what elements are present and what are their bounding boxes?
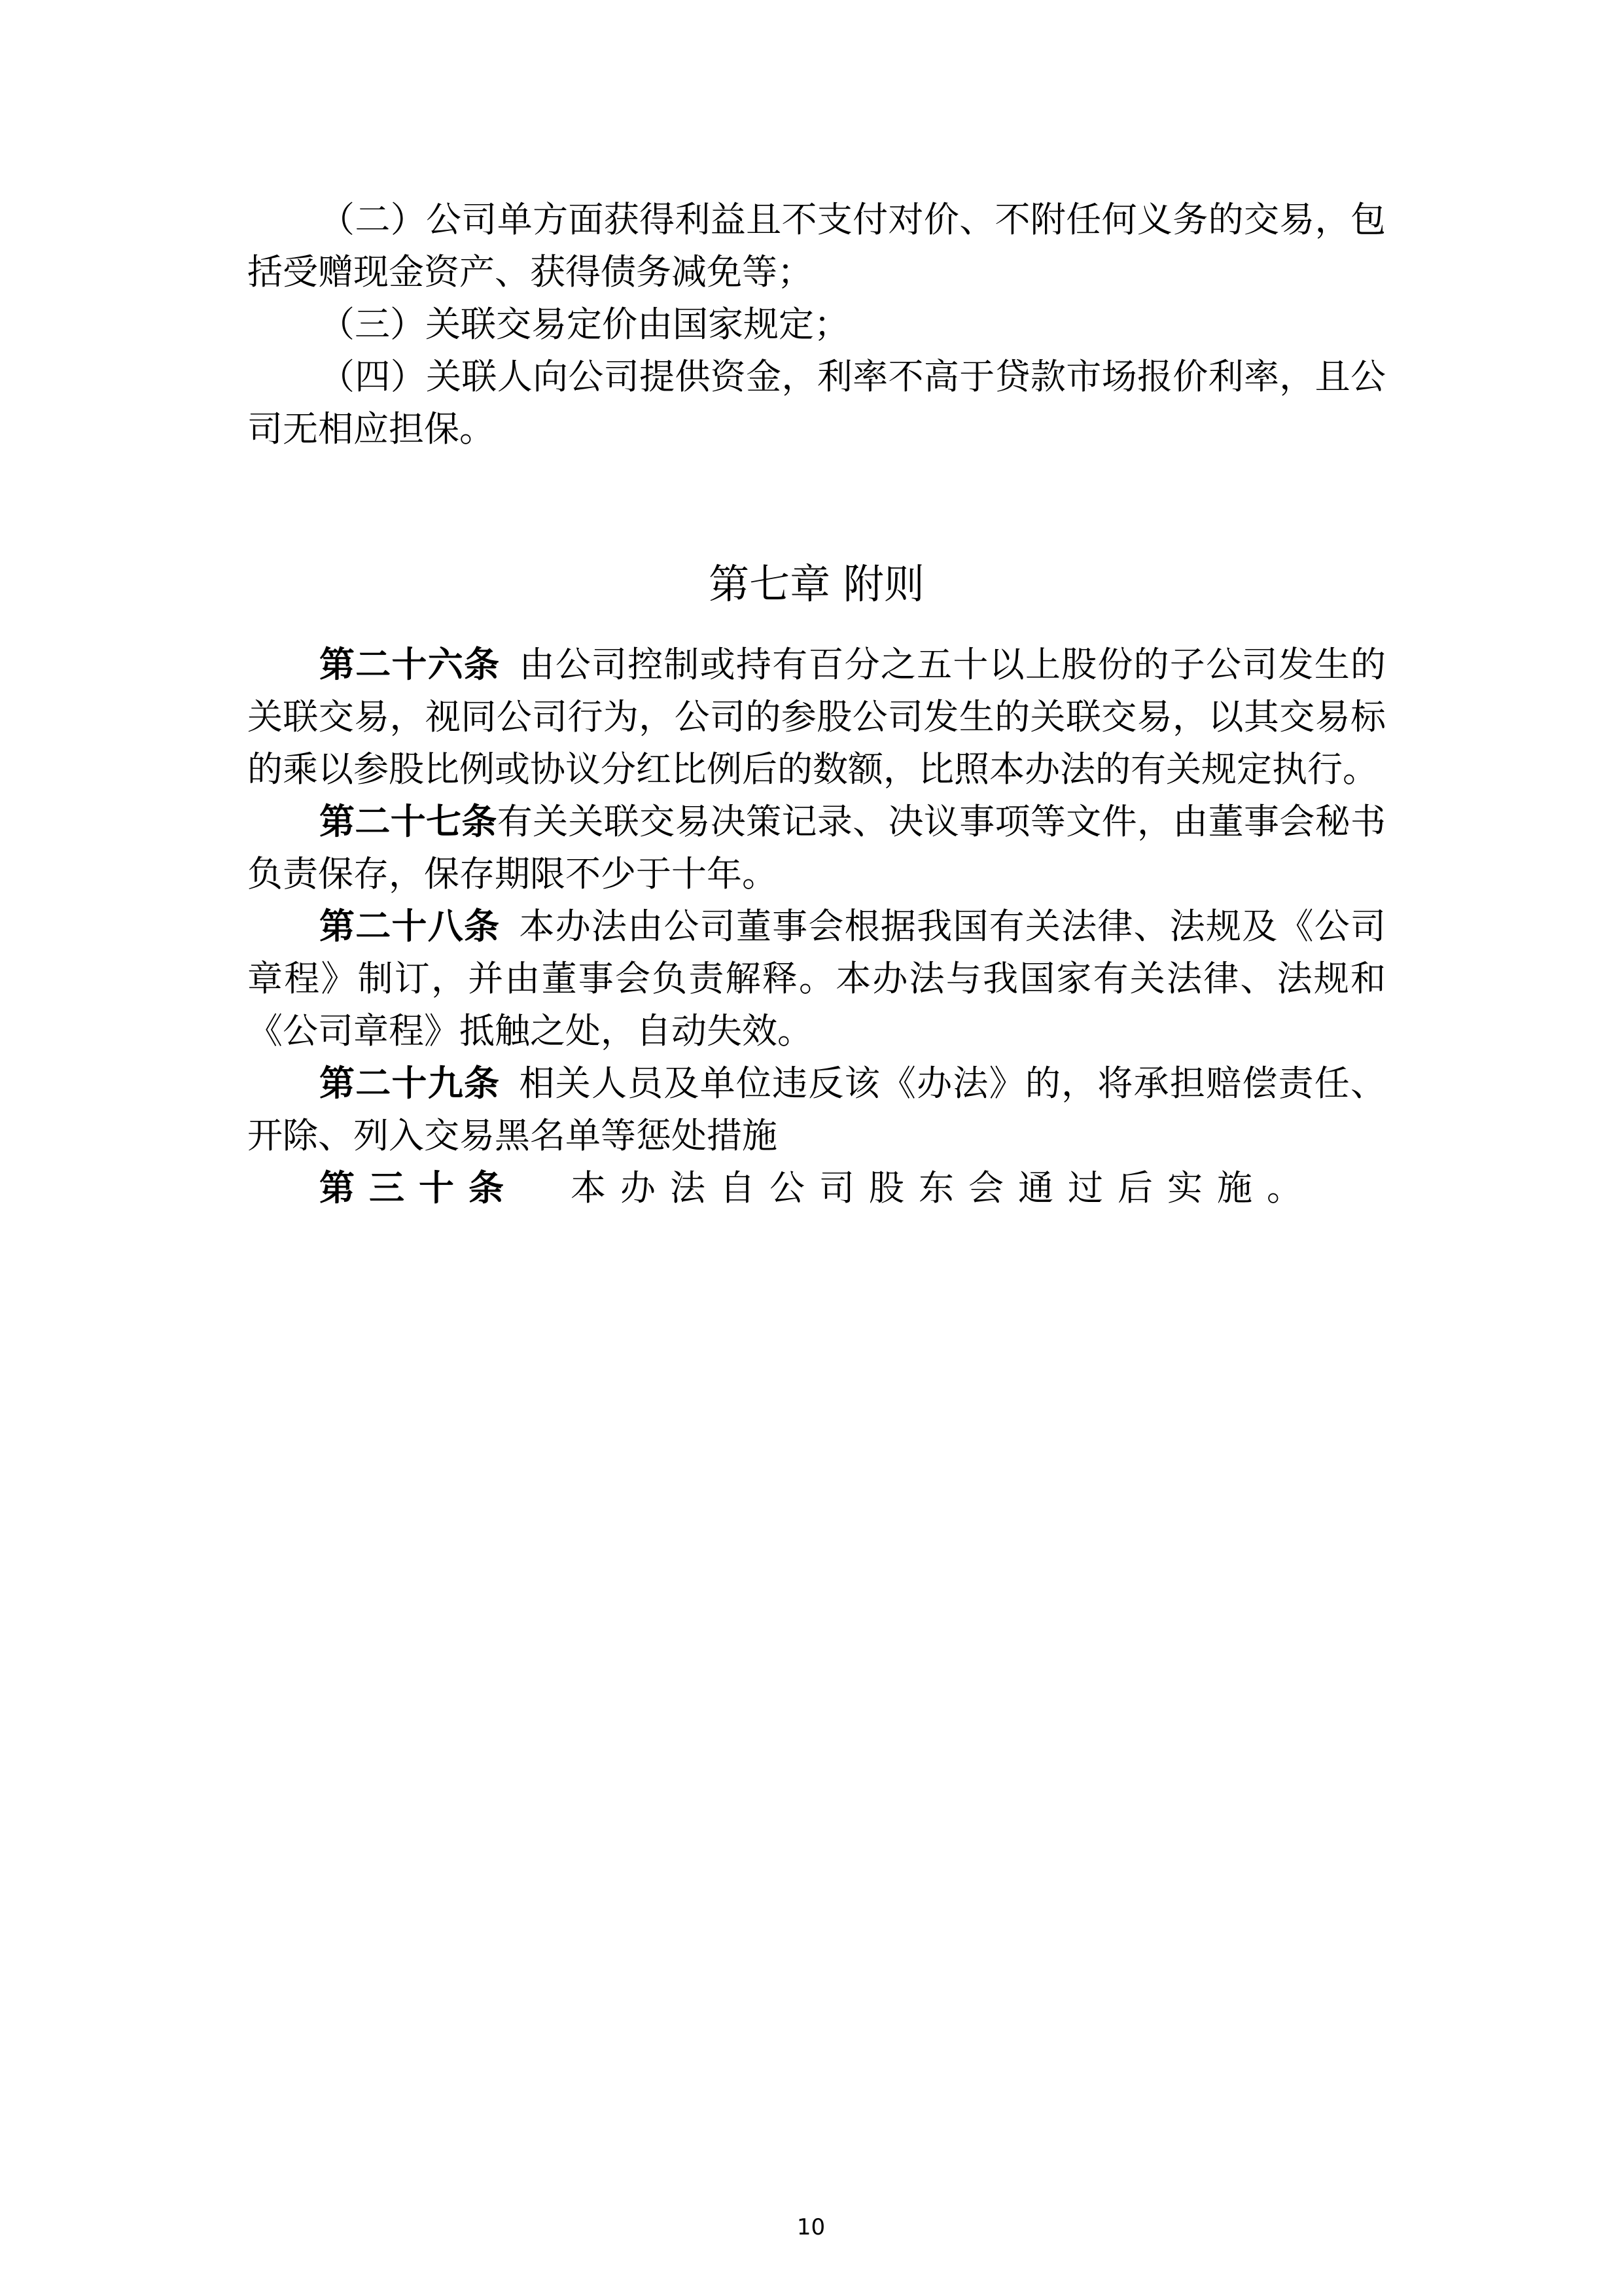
article-29-label: 第二十九条 — [319, 1063, 501, 1104]
page-content — [247, 194, 1386, 1214]
chapter-title: 第七章 附则 — [709, 560, 925, 608]
item-4: （四）关联人向公司提供资金，利率不高于贷款市场报价利率，且公司无相应担保。 — [247, 356, 1386, 450]
page-number: 10 — [796, 2214, 826, 2240]
article-29-text: 相关人员及单位违反该《办法》的，将承担赔偿责任、开除、列入交易黑名单等惩处措施 — [247, 1063, 1386, 1156]
article-27 — [247, 796, 1386, 900]
item-3: （三）关联交易定价由国家规定； — [319, 304, 849, 345]
article-26 — [247, 639, 1386, 796]
article-28-label: 第二十八条 — [319, 906, 501, 947]
article-30 — [247, 1162, 1386, 1214]
article-26-text: 由公司控制或持有百分之五十以上股份的子公司发生的关联交易，视同公司行为，公司的参股公司发生的关联交易，以其交易标的乘以参股比例或协议分红比例后的数额，比照本办法的有关规定执行。 — [247, 644, 1386, 790]
article-27-text: 有关关联交易决策记录、决议事项等文件，由董事会秘书负责保存，保存期限不少于十年。 — [247, 801, 1386, 894]
article-30-label: 第三十条 — [319, 1167, 518, 1209]
article-28-text: 本办法由公司董事会根据我国有关法律、法规及《公司章程》制订，并由董事会负责解释。本办法与我国家有关法律、法规和《公司章程》抵触之处，自动失效。 — [247, 906, 1386, 1051]
article-27-label: 第二十七条 — [319, 801, 497, 842]
article-29 — [247, 1057, 1386, 1162]
item-2: （二）公司单方面获得利益且不支付对价、不附任何义务的交易，包括受赠现金资产、获得债务减免等； — [247, 199, 1386, 292]
article-28 — [247, 900, 1386, 1057]
article-26-label: 第二十六条 — [319, 644, 501, 685]
article-30-text: 本办法自公司股东会通过后实施。 — [571, 1167, 1316, 1209]
